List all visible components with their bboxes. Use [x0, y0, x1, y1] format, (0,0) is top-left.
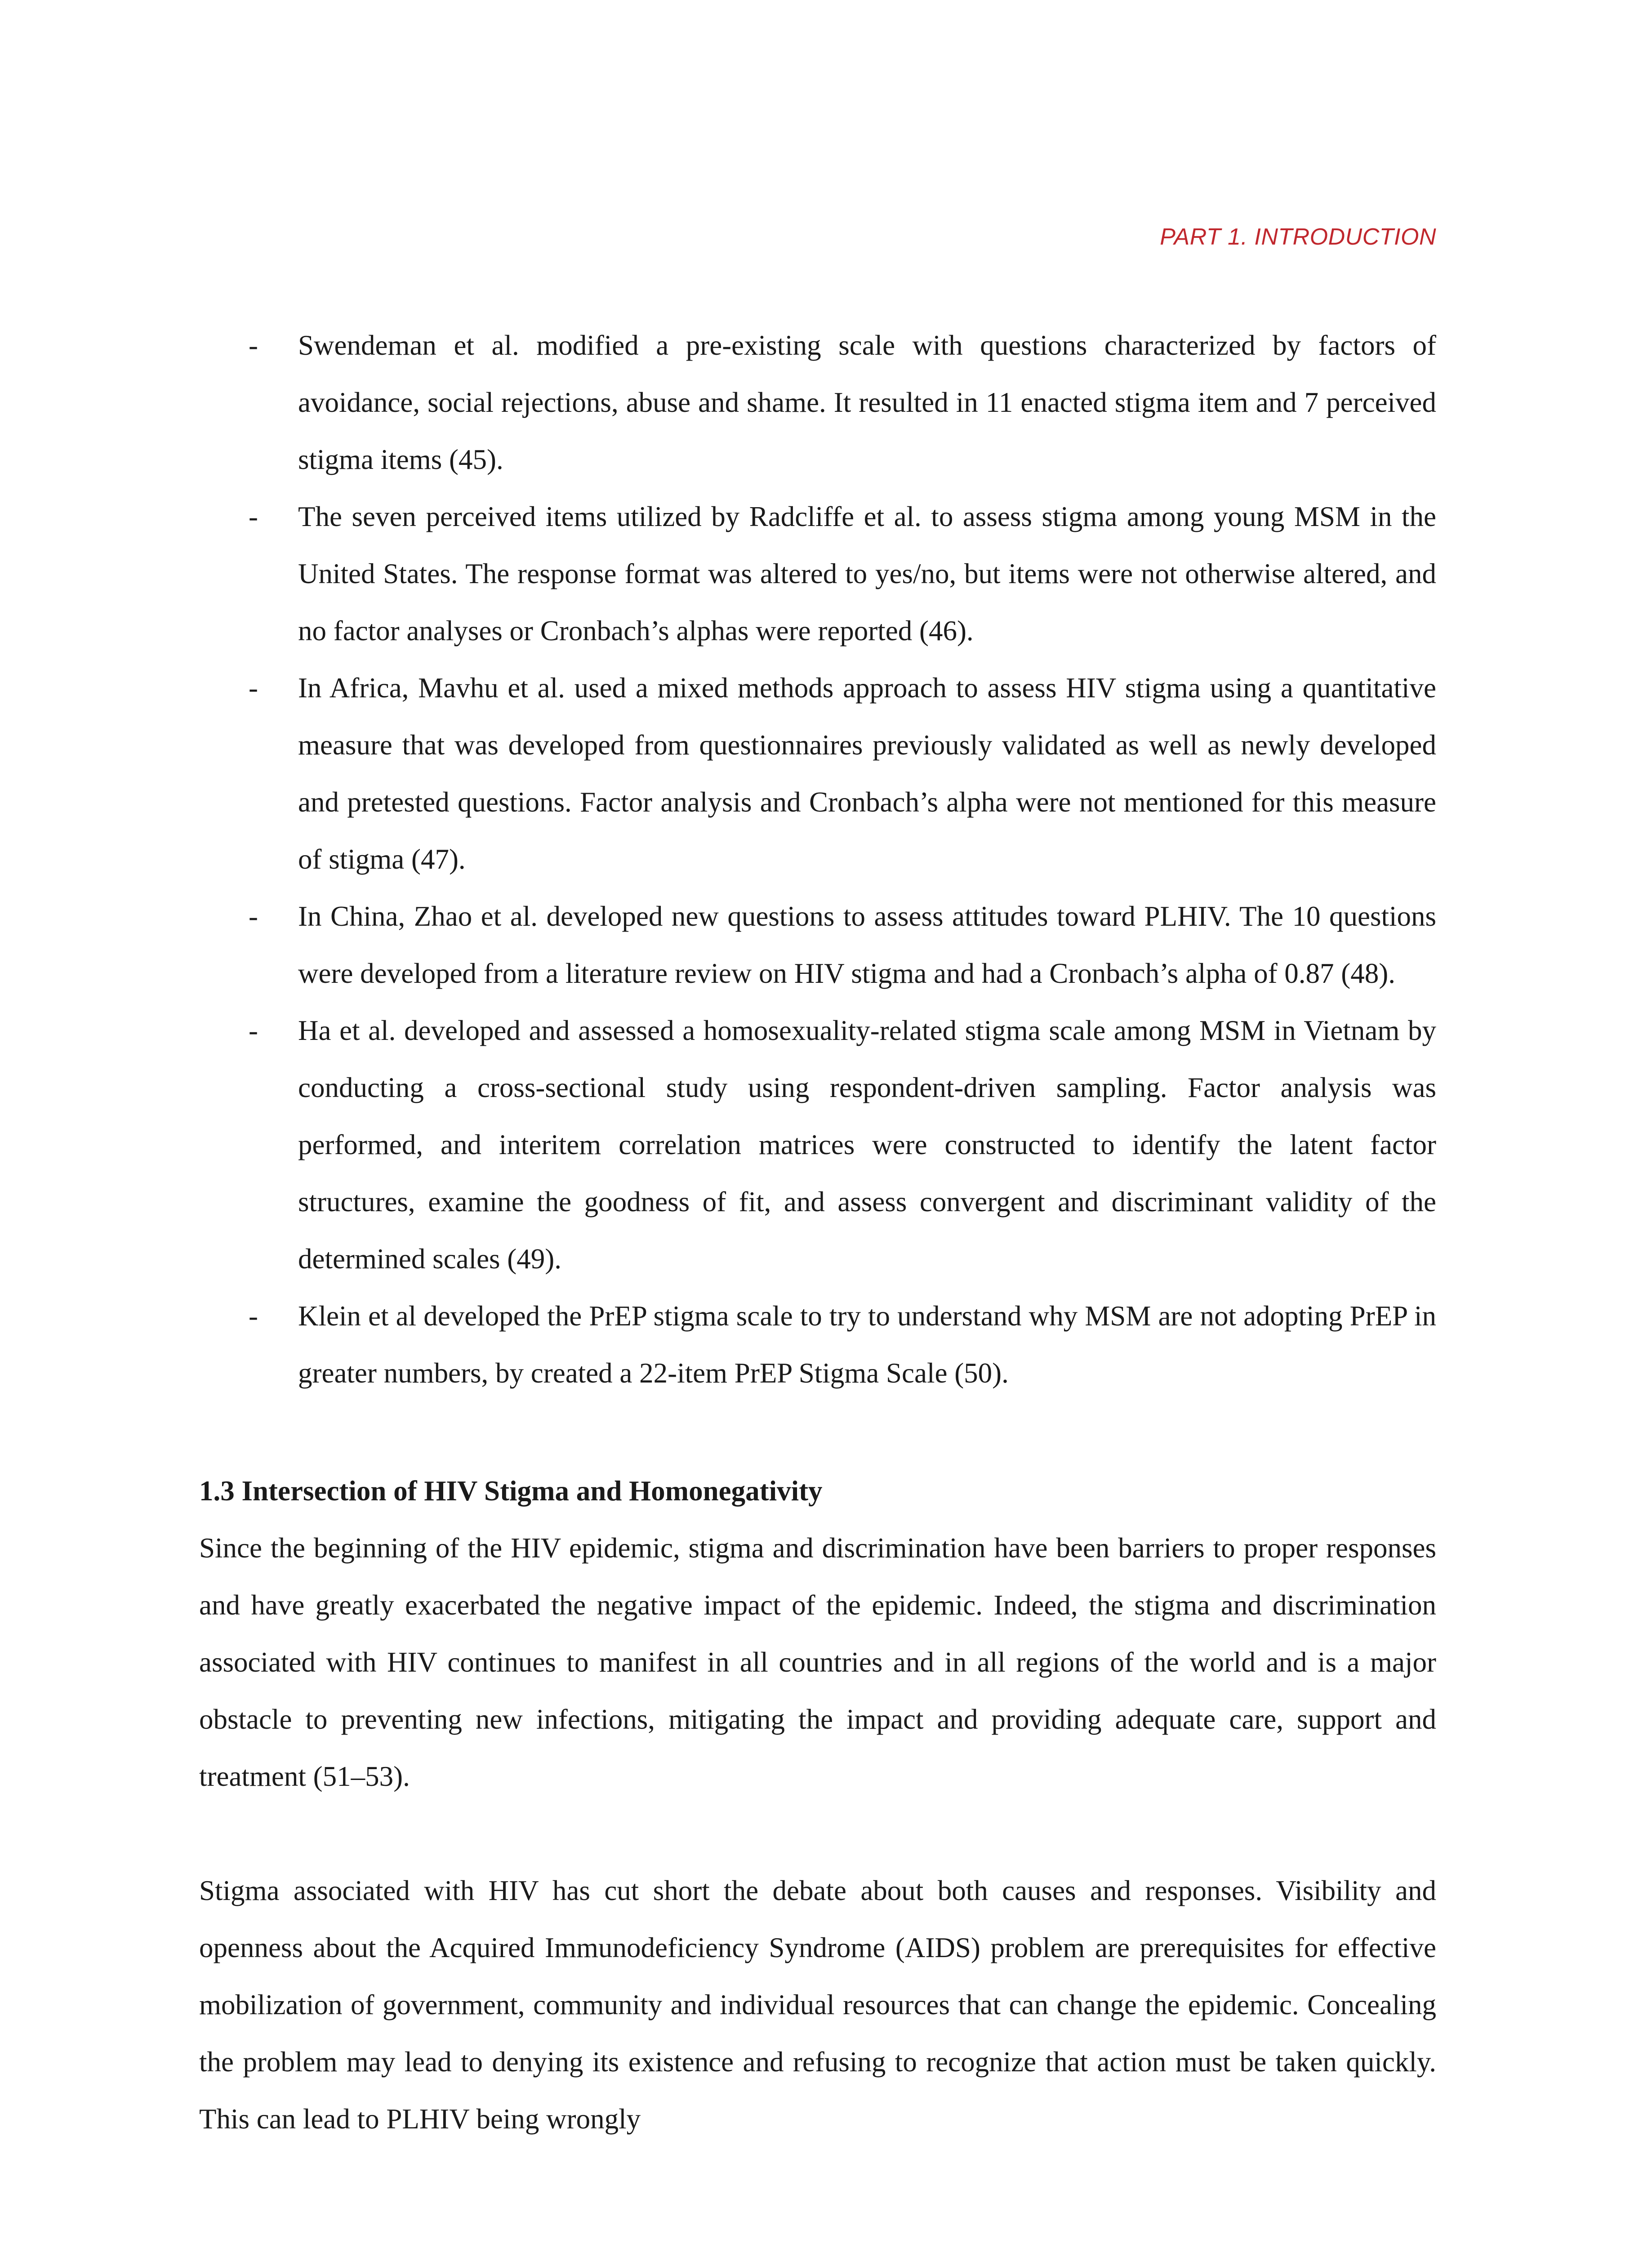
list-item: [199, 888, 1436, 1002]
bullet-text: The seven perceived items utilized by Radcliffe et al. to assess stigma among young MSM in the United States. The response format was altered to yes/no, but items were not otherwise altered, and no factor analyses or Cronbach’s alphas were reported (46).: [298, 501, 1436, 647]
list-item: [199, 317, 1436, 488]
running-header: PART 1. INTRODUCTION: [1160, 224, 1436, 250]
bullet-marker: -: [249, 672, 258, 704]
bullet-marker: -: [249, 330, 258, 361]
bullet-text: In Africa, Mavhu et al. used a mixed methods approach to assess HIV stigma using a quantitative measure that was developed from questionnaires previously validated as well as newly developed and pretested questions. Factor analysis and Cronbach’s alpha were not mentioned for this measure of stigma (47).: [298, 672, 1436, 875]
bullet-marker: -: [249, 1015, 258, 1046]
list-item: [199, 488, 1436, 660]
bullet-marker: -: [249, 501, 258, 532]
bullet-text: Ha et al. developed and assessed a homosexuality-related stigma scale among MSM in Vietnam by conducting a cross-sectional study using respondent-driven sampling. Factor analysis was performed, and interitem correlation matrices were constructed to identify the latent factor structures, examine the goodness of fit, and assess convergent and discriminant validity of the determined scales (49).: [298, 1015, 1436, 1275]
page-body: [199, 317, 1436, 2148]
list-item: [199, 1288, 1436, 1402]
body-paragraph: Stigma associated with HIV has cut short the debate about both causes and responses. Visibility and openness about the Acquired Immunodeficiency Syndrome (AIDS) problem are prerequisites for effective mobilization of government, community and individual resources that can change the epidemic. Concealing the problem may lead to denying its existence and refusing to recognize that action must be taken quickly. This can lead to PLHIV being wrongly: [199, 1875, 1436, 2135]
body-paragraph: Since the beginning of the HIV epidemic, stigma and discrimination have been barriers to proper responses and have greatly exacerbated the negative impact of the epidemic. Indeed, the stigma and discrimination associated with HIV continues to manifest in all countries and in all regions of the world and is a major obstacle to preventing new infections, mitigating the impact and providing adequate care, support and treatment (51–53).: [199, 1532, 1436, 1792]
section-heading: 1.3 Intersection of HIV Stigma and Homonegativity: [199, 1475, 823, 1507]
list-item: [199, 660, 1436, 888]
bullet-text: Klein et al developed the PrEP stigma scale to try to understand why MSM are not adopting PrEP in greater numbers, by created a 22-item PrEP Stigma Scale (50).: [298, 1300, 1436, 1389]
bullet-list: [199, 317, 1436, 1402]
bullet-marker: -: [249, 901, 258, 932]
list-item: [199, 1002, 1436, 1288]
bullet-text: In China, Zhao et al. developed new questions to assess attitudes toward PLHIV. The 10 questions were developed from a literature review on HIV stigma and had a Cronbach’s alpha of 0.87 (48).: [298, 901, 1436, 989]
bullet-text: Swendeman et al. modified a pre-existing scale with questions characterized by factors of avoidance, social rejections, abuse and shame. It resulted in 11 enacted stigma item and 7 perceived stigma items (45).: [298, 330, 1436, 475]
bullet-marker: -: [249, 1300, 258, 1332]
